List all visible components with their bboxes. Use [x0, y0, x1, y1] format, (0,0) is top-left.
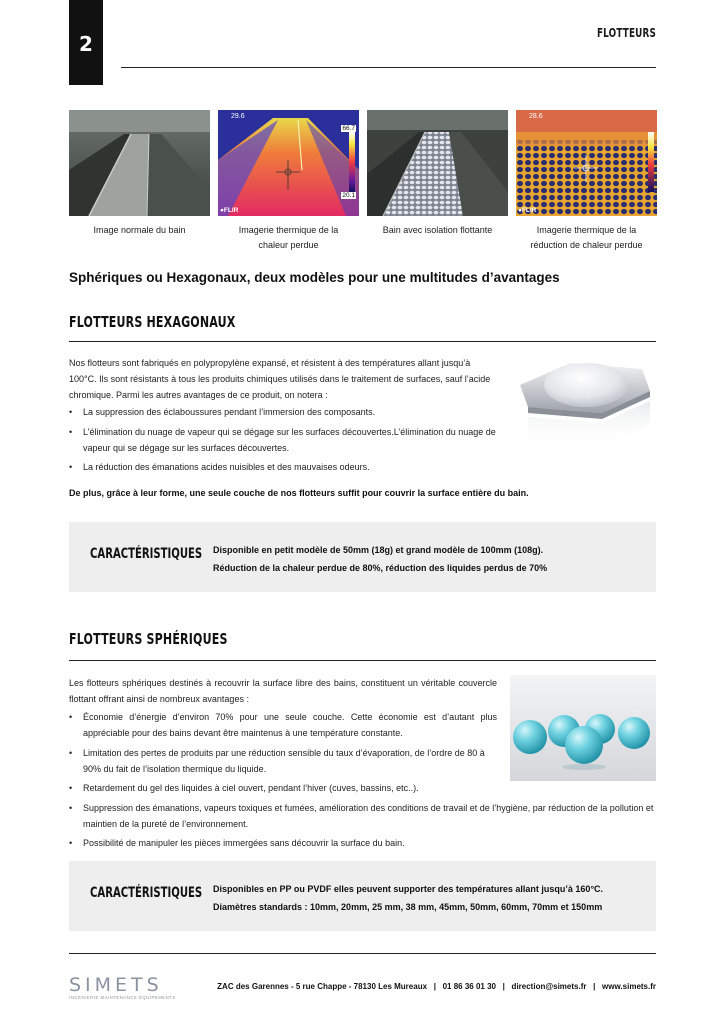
photo-caption: Imagerie thermique de la chaleur perdue [238, 225, 339, 250]
section-rule [69, 660, 656, 661]
list-item: • Retardement du gel des liquides à ciel ouvert, pendant l’hiver (cuves, bassins, etc..). [69, 780, 657, 796]
hexa-advantages-list [69, 404, 499, 479]
sphere-advantages-list [69, 709, 657, 855]
photo-caption: Image normale du bain [93, 225, 186, 235]
logo-wordmark: SIMETS [69, 974, 163, 996]
footer-contact: ZAC des Garennes - 5 rue Chappe - 78130 Les Mureaux | 01 86 36 01 30 | direction@simets.fr | www.simets.fr [217, 982, 656, 991]
footer-rule [69, 953, 656, 954]
flir-logo: ●FLIR [220, 207, 239, 214]
photo-bath-insulated [367, 110, 508, 216]
sphere-characteristics-box [69, 861, 656, 931]
characteristics-lines [213, 880, 603, 916]
characteristic-line: Disponible en petit modèle de 50mm (18g) et grand modèle de 100mm (108g). [213, 545, 544, 555]
list-item: • L’élimination du nuage de vapeur qui se dégage sur les surfaces découvertes.L’élimination du nuage de vapeur qui se dégage sur les surfaces découvertes. [69, 424, 499, 456]
list-item: • Suppression des émanations, vapeurs toxiques et fumées, amélioration des conditions de travail et de l’hygiène, par réduction de la pollution et maintien de la pureté de l’environnement. [69, 800, 657, 832]
heading-hexagonal-floats: FLOTTEURS HEXAGONAUX [69, 313, 236, 331]
thermal-corner-value: 28.6 [529, 113, 543, 120]
characteristic-line: Disponibles en PP ou PVDF elles peuvent supporter des températures allant jusqu’à 160°C. [213, 884, 604, 894]
header-rule [121, 67, 656, 68]
list-item: • Économie d’énergie d’environ 70% pour une seule couche. Cette économie est d’autant plus appréciable pour des bains devant être maintenus à une température constante. [69, 709, 497, 741]
hexa-characteristics-box [69, 522, 656, 592]
list-item: • La réduction des émanations acides nuisibles et des mauvaises odeurs. [69, 459, 499, 475]
simets-logo [69, 976, 209, 1000]
photo-thermal-loss [218, 110, 359, 216]
hexa-intro: Nos flotteurs sont fabriqués en polypropylène expansé, et résistent à des températures allant jusqu’à 100°C. Ils sont résistants à tous les produits chimiques utilisés dans le traitement de surfaces, sauf l’acide chromique. Parmi les autres avantages de ce produit, on notera : [69, 358, 491, 400]
list-item: • Limitation des pertes de produits par une réduction sensible du taux d’évaporation, de l’ordre de 80 à 90% du fait de l’isolation thermique du liquide. [69, 745, 497, 777]
scale-min-label: 20.1 [342, 192, 355, 199]
list-item: • La suppression des éclaboussures pendant l’immersion des composants. [69, 404, 499, 420]
heading-spherical-floats: FLOTTEURS SPHÉRIQUES [69, 630, 228, 648]
section-heading: Sphériques ou Hexagonaux, deux modèles pour une multitudes d’avantages [69, 270, 560, 285]
characteristics-label: CARACTÉRISTIQUES [90, 885, 203, 901]
photo-normal-bath [69, 110, 210, 216]
hexagonal-float-image [510, 355, 656, 450]
document-title: FLOTTEURS [596, 26, 656, 40]
characteristic-line: Réduction de la chaleur perdue de 80%, réduction des liquides perdus de 70% [213, 563, 548, 573]
scale-max-label: 66.7 [342, 125, 355, 132]
characteristics-label: CARACTÉRISTIQUES [90, 546, 203, 562]
photo-caption: Bain avec isolation flottante [382, 225, 493, 235]
section-rule [69, 341, 656, 342]
logo-tagline: INGÉNIERIE MAINTENANCE ÉQUIPEMENTS [69, 995, 176, 1000]
hexa-note: De plus, grâce à leur forme, une seule couche de nos flotteurs suffit pour couvrir la surface entière du bain. [69, 488, 529, 498]
flir-logo: ●FLIR [518, 207, 537, 214]
thermal-corner-value: 29.6 [231, 113, 245, 120]
characteristics-lines [213, 541, 547, 577]
characteristic-line: Diamètres standards : 10mm, 20mm, 25 mm, 38 mm, 45mm, 50mm, 60mm, 70mm et 150mm [213, 902, 603, 912]
sphere-intro: Les flotteurs sphériques destinés à recouvrir la surface libre des bains, constituent un véritable couvercle flottant offrant ainsi de nombreux avantages : [69, 678, 497, 704]
list-item: • Possibilité de manipuler les pièces immergées sans découvrir la surface du bain. [69, 835, 657, 851]
page-number: 2 [69, 0, 103, 85]
photo-caption: Imagerie thermique de la réduction de chaleur perdue [530, 225, 643, 250]
photo-thermal-reduced [516, 110, 657, 216]
